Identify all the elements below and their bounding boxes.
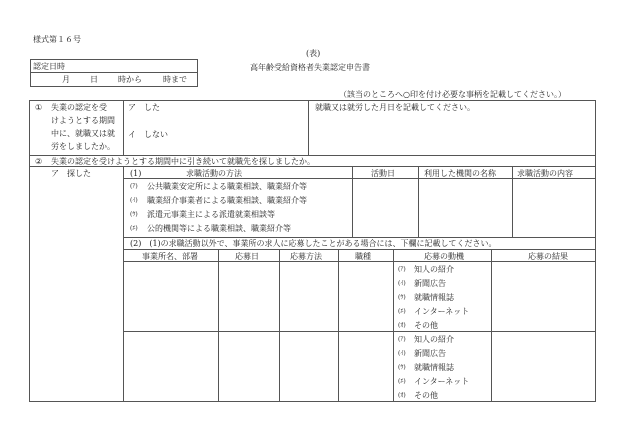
cert-date-label: 認定日時	[33, 62, 65, 71]
sec2-header-job-type: 職種	[355, 252, 371, 261]
motive-option[interactable]: その他	[414, 391, 438, 400]
page-title: 高年齢受給資格者失業認定申告書	[250, 63, 370, 72]
q1-text-line: 労をしましたか。	[51, 142, 115, 151]
motive-option[interactable]: 就職情報誌	[414, 363, 454, 372]
motive-mark: (ｴ)	[398, 308, 406, 315]
instruction-text: （該当のところへ○印を付け必要な事柄を記載してください。）	[339, 90, 566, 99]
table-rule	[123, 166, 124, 401]
cert-box-divider	[30, 72, 197, 73]
q1-text-line: 中に、就職又は就	[51, 129, 115, 138]
table-rule	[29, 166, 595, 167]
sec1-number: (1)	[130, 169, 142, 178]
motive-mark: (ｴ)	[398, 378, 406, 385]
face-label: (表)	[306, 49, 321, 58]
q2-option-searched[interactable]: ア 探した	[51, 169, 91, 178]
table-rule	[123, 249, 595, 250]
sec1-header-agency: 利用した機関の名称	[424, 169, 496, 178]
cert-day: 日	[90, 75, 98, 84]
table-rule	[308, 100, 309, 156]
sec1-header-date: 活動日	[371, 169, 395, 178]
motive-mark: (ｱ)	[398, 336, 406, 343]
table-rule	[279, 249, 280, 401]
table-rule	[29, 155, 595, 156]
q2-question: 失業の認定を受けようとする期間中に引き続いて就職先を探しましたか。	[51, 157, 315, 166]
motive-option[interactable]: 知人の紹介	[414, 265, 454, 274]
sec2-header-company: 事業所名、部署	[142, 252, 198, 261]
sec2-header-apply-method: 応募方法	[290, 252, 322, 261]
sec1-header-content: 求職活動の内容	[517, 169, 573, 178]
method-item[interactable]: 派遣元事業主による派遣就業相談等	[147, 210, 275, 219]
motive-option[interactable]: その他	[414, 321, 438, 330]
table-rule	[338, 249, 339, 401]
sec2-header-result: 応募の結果	[528, 252, 568, 261]
table-rule	[393, 249, 394, 401]
motive-mark: (ｲ)	[398, 350, 406, 357]
motive-option[interactable]: 就職情報誌	[414, 293, 454, 302]
q1-number: ①	[35, 103, 43, 112]
q1-option-did-not[interactable]: イ しない	[128, 130, 168, 139]
form-number: 様式第１６号	[33, 35, 81, 44]
method-mark: (ｱ)	[130, 183, 138, 190]
table-rule	[491, 249, 492, 401]
sec1-header-method: 求職活動の方法	[186, 169, 242, 178]
table-rule	[123, 261, 595, 262]
motive-mark: (ｳ)	[398, 364, 406, 371]
method-mark: (ｴ)	[130, 225, 138, 232]
method-item[interactable]: 公共職業安定所による職業相談、職業紹介等	[147, 182, 307, 191]
q1-text-line: けようとする期間	[51, 116, 115, 125]
motive-option[interactable]: 新聞広告	[414, 279, 446, 288]
table-rule	[218, 249, 219, 401]
motive-mark: (ｱ)	[398, 266, 406, 273]
q1-note: 就職又は就労した月日を記載してください。	[315, 103, 475, 112]
motive-mark: (ｲ)	[398, 280, 406, 287]
motive-mark: (ｵ)	[398, 392, 406, 399]
motive-mark: (ｳ)	[398, 294, 406, 301]
cert-time-to: 時まで	[163, 75, 187, 84]
motive-option[interactable]: 新聞広告	[414, 349, 446, 358]
table-rule	[418, 166, 419, 237]
table-rule	[123, 237, 595, 238]
motive-option[interactable]: インターネット	[414, 377, 470, 386]
cert-month: 月	[62, 75, 70, 84]
method-item[interactable]: 公的機関等による職業相談、職業紹介等	[147, 224, 291, 233]
q2-number: ②	[35, 157, 43, 166]
q1-option-did[interactable]: ア した	[128, 103, 160, 112]
table-rule	[352, 166, 353, 237]
sec2-header-motive: 応募の動機	[424, 252, 464, 261]
sec2-instruction: (2) (1)の求職活動以外で、事業所の求人に応募したことがある場合には、下欄に記載してください。	[130, 239, 497, 248]
table-rule	[123, 178, 595, 179]
method-mark: (ｳ)	[130, 211, 138, 218]
q1-text-line: 失業の認定を受	[51, 103, 107, 112]
table-rule	[512, 166, 513, 237]
motive-option[interactable]: インターネット	[414, 307, 470, 316]
method-mark: (ｲ)	[130, 197, 138, 204]
method-item[interactable]: 職業紹介事業者による職業相談、職業紹介等	[147, 196, 307, 205]
sec2-header-apply-date: 応募日	[235, 252, 259, 261]
motive-option[interactable]: 知人の紹介	[414, 335, 454, 344]
table-rule	[123, 100, 124, 156]
table-rule	[123, 331, 595, 332]
motive-mark: (ｵ)	[398, 322, 406, 329]
cert-time-from: 時から	[118, 75, 142, 84]
